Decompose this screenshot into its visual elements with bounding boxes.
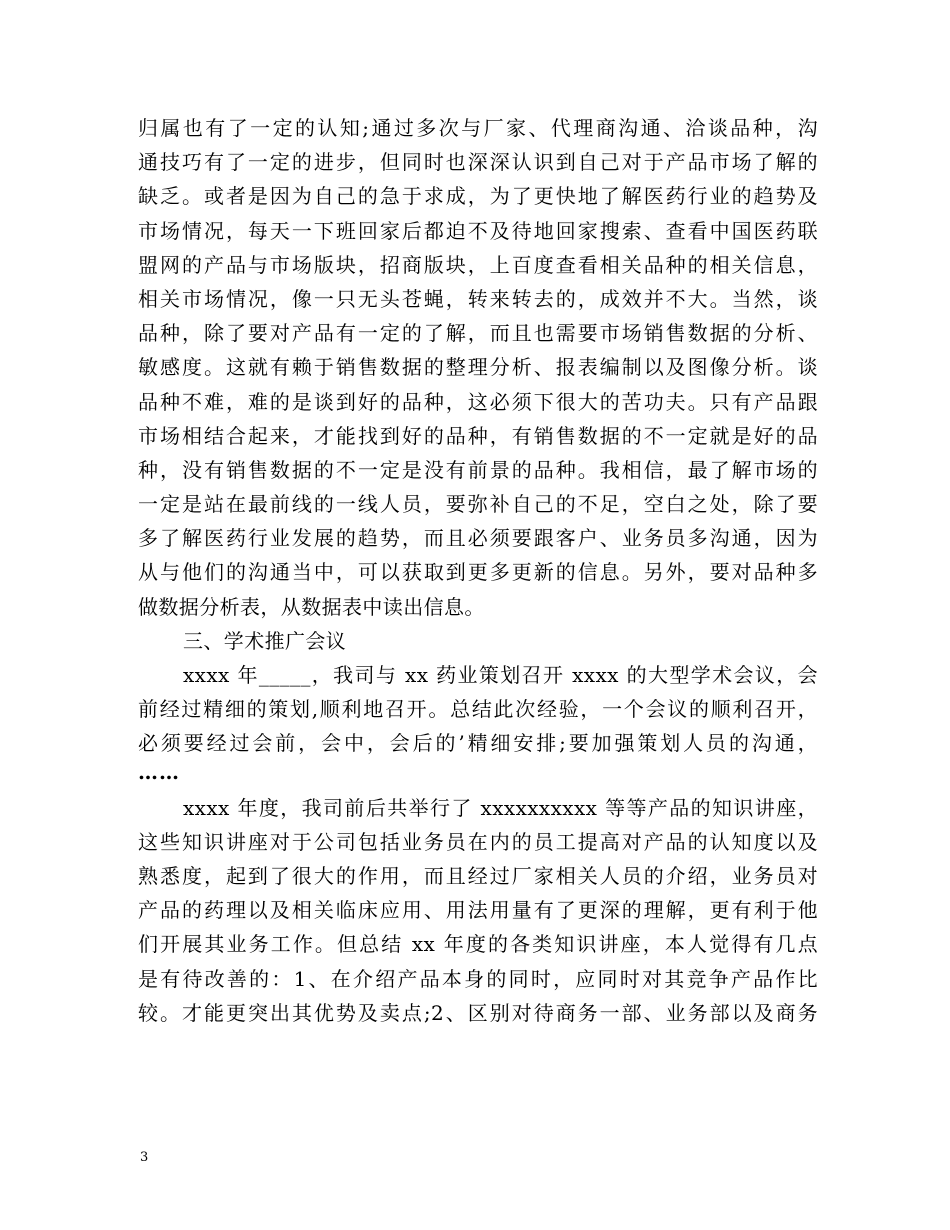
text-line: 是有待改善的：1、在介绍产品本身的同时，应同时对其竞争产品作比 (138, 966, 818, 991)
text-line: 前经过精细的策划,顺利地召开。总结此次经验，一个会议的顺利召开， (138, 697, 818, 722)
text-line: 市场相结合起来，才能找到好的品种，有销售数据的不一定就是好的品 (138, 423, 818, 448)
text-line: 通技巧有了一定的进步，但同时也深深认识到自己对于产品市场了解的 (138, 150, 818, 175)
text-line: 敏感度。这就有赖于销售数据的整理分析、报表编制以及图像分析。谈 (138, 355, 818, 380)
text-line: 相关市场情况，像一只无头苍蝇，转来转去的，成效并不大。当然，谈 (138, 286, 818, 311)
text-line: 这些知识讲座对于公司包括业务员在内的员工提高对产品的认知度以及 (138, 829, 818, 854)
text-line: 缺乏。或者是因为自己的急于求成，为了更快地了解医药行业的趋势及 (138, 184, 818, 209)
text-line: 产品的药理以及相关临床应用、用法用量有了更深的理解，更有利于他 (138, 898, 818, 923)
text-line: 从与他们的沟通当中，可以获取到更多更新的信息。另外，要对品种多 (138, 560, 818, 585)
body-text (138, 111, 818, 1030)
text-line: 们开展其业务工作。但总结 xx 年度的各类知识讲座，本人觉得有几点 (138, 932, 818, 957)
text-line: 品种，除了要对产品有一定的了解，而且也需要市场销售数据的分析、 (138, 321, 818, 346)
text-line: 种，没有销售数据的不一定是没有前景的品种。我相信，最了解市场的 (138, 457, 818, 482)
text-line: 多了解医药行业发展的趋势，而且必须要跟客户、业务员多沟通，因为 (138, 526, 818, 551)
paragraph-2 (138, 658, 818, 791)
text-line: 市场情况，每天一下班回家后都迫不及待地回家搜索、查看中国医药联 (138, 218, 818, 243)
text-line: 归属也有了一定的认知;通过多次与厂家、代理商沟通、洽谈品种，沟 (138, 116, 818, 140)
section-heading: 三、学术推广会议 (183, 628, 347, 653)
text-line: xxxx 年度，我司前后共举行了 xxxxxxxxxx 等等产品的知识讲座， (183, 795, 818, 820)
text-line: 必须要经过会前，会中，会后的’精细安排;要加强策划人员的沟通， (138, 731, 818, 756)
text-line: 盟网的产品与市场版块，招商版块，上百度查看相关品种的相关信息， (138, 252, 818, 277)
paragraph-3 (138, 791, 818, 1030)
text-line: 较。才能更突出其优势及卖点;2、区别对待商务一部、业务部以及商务 (138, 1000, 818, 1025)
page-number: 3 (140, 1150, 149, 1165)
text-line: 品种不难，难的是谈到好的品种，这必须下很大的苦功夫。只有产品跟 (138, 389, 818, 414)
text-line: 熟悉度，起到了很大的作用，而且经过厂家相关人员的介绍，业务员对 (138, 863, 818, 888)
ellipsis: …… (138, 759, 180, 784)
paragraph-1 (138, 111, 818, 624)
text-line: 做数据分析表，从数据表中读出信息。 (138, 594, 485, 619)
text-line: 一定是站在最前线的一线人员，要弥补自己的不足，空白之处，除了要 (138, 492, 818, 517)
text-line: xxxx 年_____，我司与 xx 药业策划召开 xxxx 的大型学术会议，会 (183, 663, 818, 687)
